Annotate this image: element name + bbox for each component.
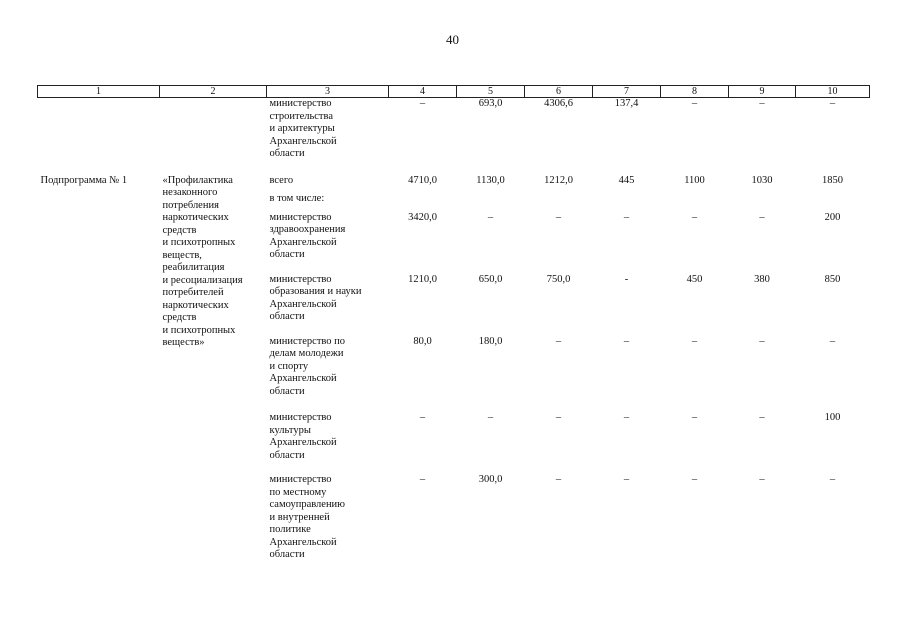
- value-cell: 850: [824, 273, 841, 285]
- value-cell: –: [829, 98, 836, 109]
- column-header: 5: [457, 86, 525, 98]
- value-cell: –: [623, 335, 630, 347]
- value-cell: [796, 193, 870, 212]
- value-cell: [525, 193, 593, 212]
- value-cell: 4306,6: [544, 98, 573, 109]
- responsible-executor: в том числе:: [269, 193, 325, 204]
- value-cell: 100: [824, 412, 841, 423]
- responsible-executor: всего: [269, 174, 294, 186]
- value-cell: –: [691, 474, 698, 485]
- value-cell: 1210,0: [408, 273, 437, 285]
- subprogram-title: «Профилактика незаконного потребления наркотических средств и психотропных веществ, реабилитация и ресоциализация потребителей наркотических средств и психотропных веществ»: [162, 174, 243, 348]
- value-cell: [593, 193, 661, 212]
- value-cell: –: [623, 474, 630, 485]
- value-cell: 137,4: [614, 98, 639, 109]
- table-row: [38, 175, 870, 194]
- value-cell: 4710,0: [408, 174, 437, 186]
- value-cell: –: [759, 412, 765, 423]
- responsible-executor: министерство культуры Архангельской области: [269, 412, 337, 461]
- column-header: 7: [593, 86, 661, 98]
- value-cell: –: [487, 412, 494, 423]
- column-header: 8: [661, 86, 729, 98]
- value-cell: [661, 193, 729, 212]
- value-cell: 750,0: [546, 273, 571, 285]
- value-cell: 80,0: [413, 335, 432, 347]
- value-cell: 1130,0: [476, 174, 505, 186]
- value-cell: 3420,0: [408, 211, 437, 223]
- value-cell: –: [419, 98, 426, 109]
- value-cell: –: [691, 211, 698, 223]
- value-cell: –: [555, 335, 562, 347]
- value-cell: –: [487, 211, 494, 223]
- value-cell: 1030: [751, 174, 773, 186]
- column-header: 1: [38, 86, 160, 98]
- row-spacer: [38, 161, 870, 175]
- value-cell: –: [759, 474, 765, 485]
- subprogram-name: Подпрограмма № 1: [40, 174, 128, 186]
- value-cell: –: [691, 98, 698, 109]
- value-cell: 1850: [822, 174, 843, 186]
- value-cell: 300,0: [478, 474, 503, 485]
- page-number: 40: [446, 32, 459, 47]
- value-cell: –: [759, 335, 765, 347]
- value-cell: –: [829, 335, 836, 347]
- value-cell: 445: [618, 174, 635, 186]
- value-cell: –: [555, 412, 562, 423]
- responsible-executor: министерство образования и науки Архангельской области: [269, 273, 362, 322]
- value-cell: –: [419, 412, 426, 423]
- value-cell: [389, 193, 457, 212]
- value-cell: [457, 193, 525, 212]
- responsible-executor: министерство здравоохранения Архангельской области: [269, 211, 346, 260]
- value-cell: 1100: [684, 174, 705, 186]
- column-header: 10: [796, 86, 870, 98]
- value-cell: –: [623, 211, 630, 223]
- column-header: 3: [267, 86, 389, 98]
- responsible-executor: министерство строительства и архитектуры Архангельской области: [269, 98, 337, 159]
- value-cell: –: [555, 211, 562, 223]
- column-header: 6: [525, 86, 593, 98]
- value-cell: –: [829, 474, 836, 485]
- value-cell: –: [691, 412, 698, 423]
- value-cell: –: [759, 98, 765, 109]
- column-header: 9: [729, 86, 796, 98]
- value-cell: –: [691, 335, 698, 347]
- value-cell: 180,0: [478, 335, 503, 347]
- responsible-executor: министерство по делам молодежи и спорту Архангельской области: [269, 335, 346, 397]
- budget-table: [37, 85, 870, 562]
- table-row: [38, 98, 870, 161]
- value-cell: 380: [754, 273, 770, 285]
- value-cell: 450: [686, 273, 703, 285]
- value-cell: –: [419, 474, 426, 485]
- value-cell: 1212,0: [544, 174, 573, 186]
- column-header: 2: [160, 86, 267, 98]
- value-cell: -: [624, 273, 629, 285]
- value-cell: [729, 193, 796, 212]
- value-cell: –: [759, 211, 765, 223]
- column-number-header: [38, 86, 870, 98]
- column-header: 4: [389, 86, 457, 98]
- value-cell: –: [623, 412, 630, 423]
- value-cell: 200: [824, 211, 841, 223]
- value-cell: 650,0: [478, 273, 503, 285]
- value-cell: –: [555, 474, 562, 485]
- value-cell: 693,0: [478, 98, 503, 109]
- responsible-executor: министерство по местному самоуправлению и внутренней политике Архангельской области: [269, 474, 346, 560]
